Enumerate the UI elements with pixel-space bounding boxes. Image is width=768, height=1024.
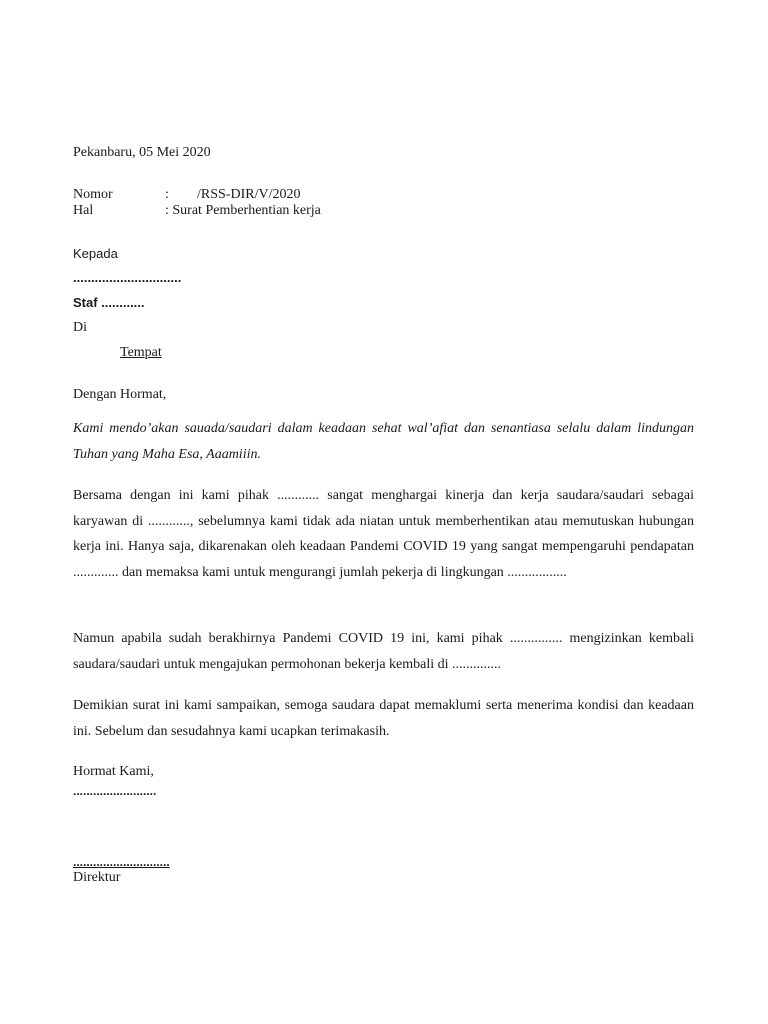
nomor-colon: : <box>165 187 169 202</box>
closing-dots: ......................... <box>73 784 157 798</box>
place-date: Pekanbaru, 05 Mei 2020 <box>73 145 211 160</box>
signer-title: Direktur <box>73 870 121 885</box>
paragraph-prayer: Kami mendo’akan sauada/saudari dalam keadaan sehat wal’afiat dan senantiasa selalu dalam lindungan Tuhan yang Maha Esa, Aaamiiin. <box>73 421 694 462</box>
recipient-name: .............................. <box>73 270 182 285</box>
recipient-role: Staf ............ <box>73 295 145 310</box>
hal-label: Hal <box>73 203 94 218</box>
hal-value: : Surat Pemberhentian kerja <box>165 203 321 218</box>
di-label: Di <box>73 320 87 335</box>
paragraph-rehire: Namun apabila sudah berakhirnya Pandemi COVID 19 ini, kami pihak ............... mengizinkan kembali saudara/saudari untuk mengajukan permohonan bekerja kembali di .............. <box>73 631 694 672</box>
kepada-label: Kepada <box>73 246 118 261</box>
nomor-label: Nomor <box>73 187 113 202</box>
paragraph-body: Bersama dengan ini kami pihak ............ sangat menghargai kinerja dan kerja saudara/saudari sebagai karyawan di ............, sebelumnya kami tidak ada niatan untuk memberhentikan atau memutuskan hubungan kerja ini. Hanya saja, dikarenakan oleh keadaan Pandemi COVID 19 yang sangat mempengaruhi pendapatan ............. dan memaksa kami untuk mengurangi jumlah pekerja di lingkungan ................. <box>73 488 694 580</box>
signer-name: ............................. <box>73 855 170 869</box>
paragraph-closing: Demikian surat ini kami sampaikan, semoga saudara dapat memaklumi serta menerima kondisi dan keadaan ini. Sebelum dan sesudahnya kami ucapkan terimakasih. <box>73 698 694 739</box>
nomor-value: /RSS-DIR/V/2020 <box>197 187 301 202</box>
salutation: Dengan Hormat, <box>73 387 167 402</box>
closing-greeting: Hormat Kami, <box>73 764 154 779</box>
tempat-label: Tempat <box>120 345 162 360</box>
